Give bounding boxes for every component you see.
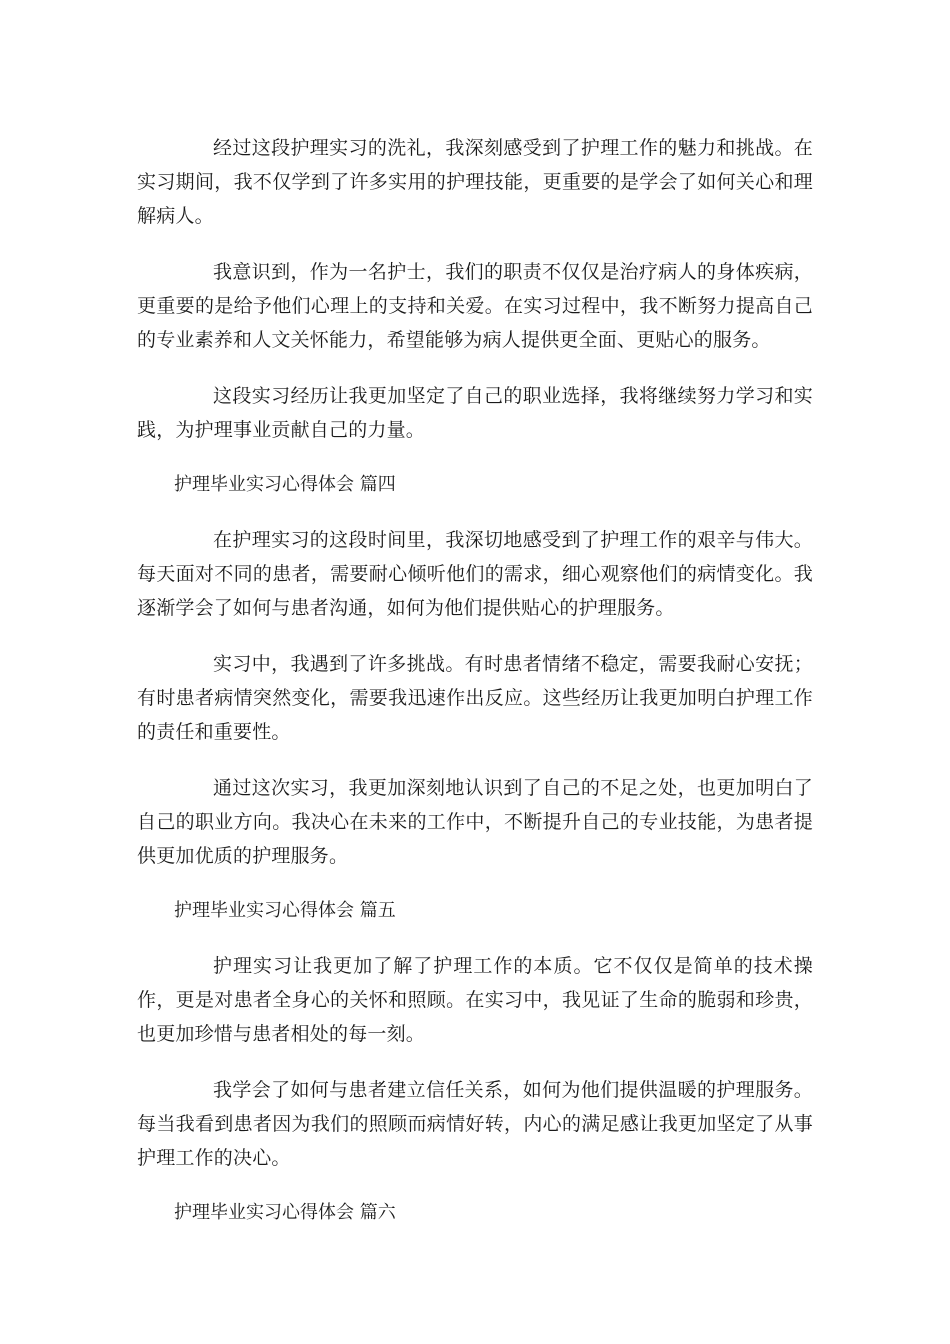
- paragraph: 经过这段护理实习的洗礼，我深刻感受到了护理工作的魅力和挑战。在实习期间，我不仅学到了许多实用的护理技能，更重要的是学会了如何关心和理解病人。: [137, 137, 813, 227]
- paragraph: 这段实习经历让我更加坚定了自己的职业选择，我将继续努力学习和实践，为护理事业贡献自己的力量。: [137, 385, 813, 441]
- paragraph: 护理实习让我更加了解了护理工作的本质。它不仅仅是简单的技术操作，更是对患者全身心的关怀和照顾。在实习中，我见证了生命的脆弱和珍贵，也更加珍惜与患者相处的每一刻。: [137, 955, 813, 1045]
- document-page: [137, 131, 813, 1251]
- paragraph: 我学会了如何与患者建立信任关系，如何为他们提供温暖的护理服务。每当我看到患者因为我们的照顾而病情好转，内心的满足感让我更加坚定了从事护理工作的决心。: [137, 1079, 813, 1169]
- paragraph: 在护理实习的这段时间里，我深切地感受到了护理工作的艰辛与伟大。每天面对不同的患者，需要耐心倾听他们的需求，细心观察他们的病情变化。我逐渐学会了如何与患者沟通，如何为他们提供贴心的护理服务。: [137, 529, 813, 619]
- paragraph: 通过这次实习，我更加深刻地认识到了自己的不足之处，也更加明白了自己的职业方向。我决心在未来的工作中，不断提升自己的专业技能，为患者提供更加优质的护理服务。: [137, 777, 813, 867]
- paragraph: 我意识到，作为一名护士，我们的职责不仅仅是治疗病人的身体疾病，更重要的是给予他们心理上的支持和关爱。在实习过程中，我不断努力提高自己的专业素养和人文关怀能力，希望能够为病人提供更全面、更贴心的服务。: [137, 261, 813, 351]
- section-heading: 护理毕业实习心得体会 篇六: [174, 1202, 396, 1223]
- paragraph: 实习中，我遇到了许多挑战。有时患者情绪不稳定，需要我耐心安抚；有时患者病情突然变化，需要我迅速作出反应。这些经历让我更加明白护理工作的责任和重要性。: [137, 653, 813, 743]
- section-heading: 护理毕业实习心得体会 篇四: [174, 474, 396, 495]
- section-heading: 护理毕业实习心得体会 篇五: [174, 900, 396, 921]
